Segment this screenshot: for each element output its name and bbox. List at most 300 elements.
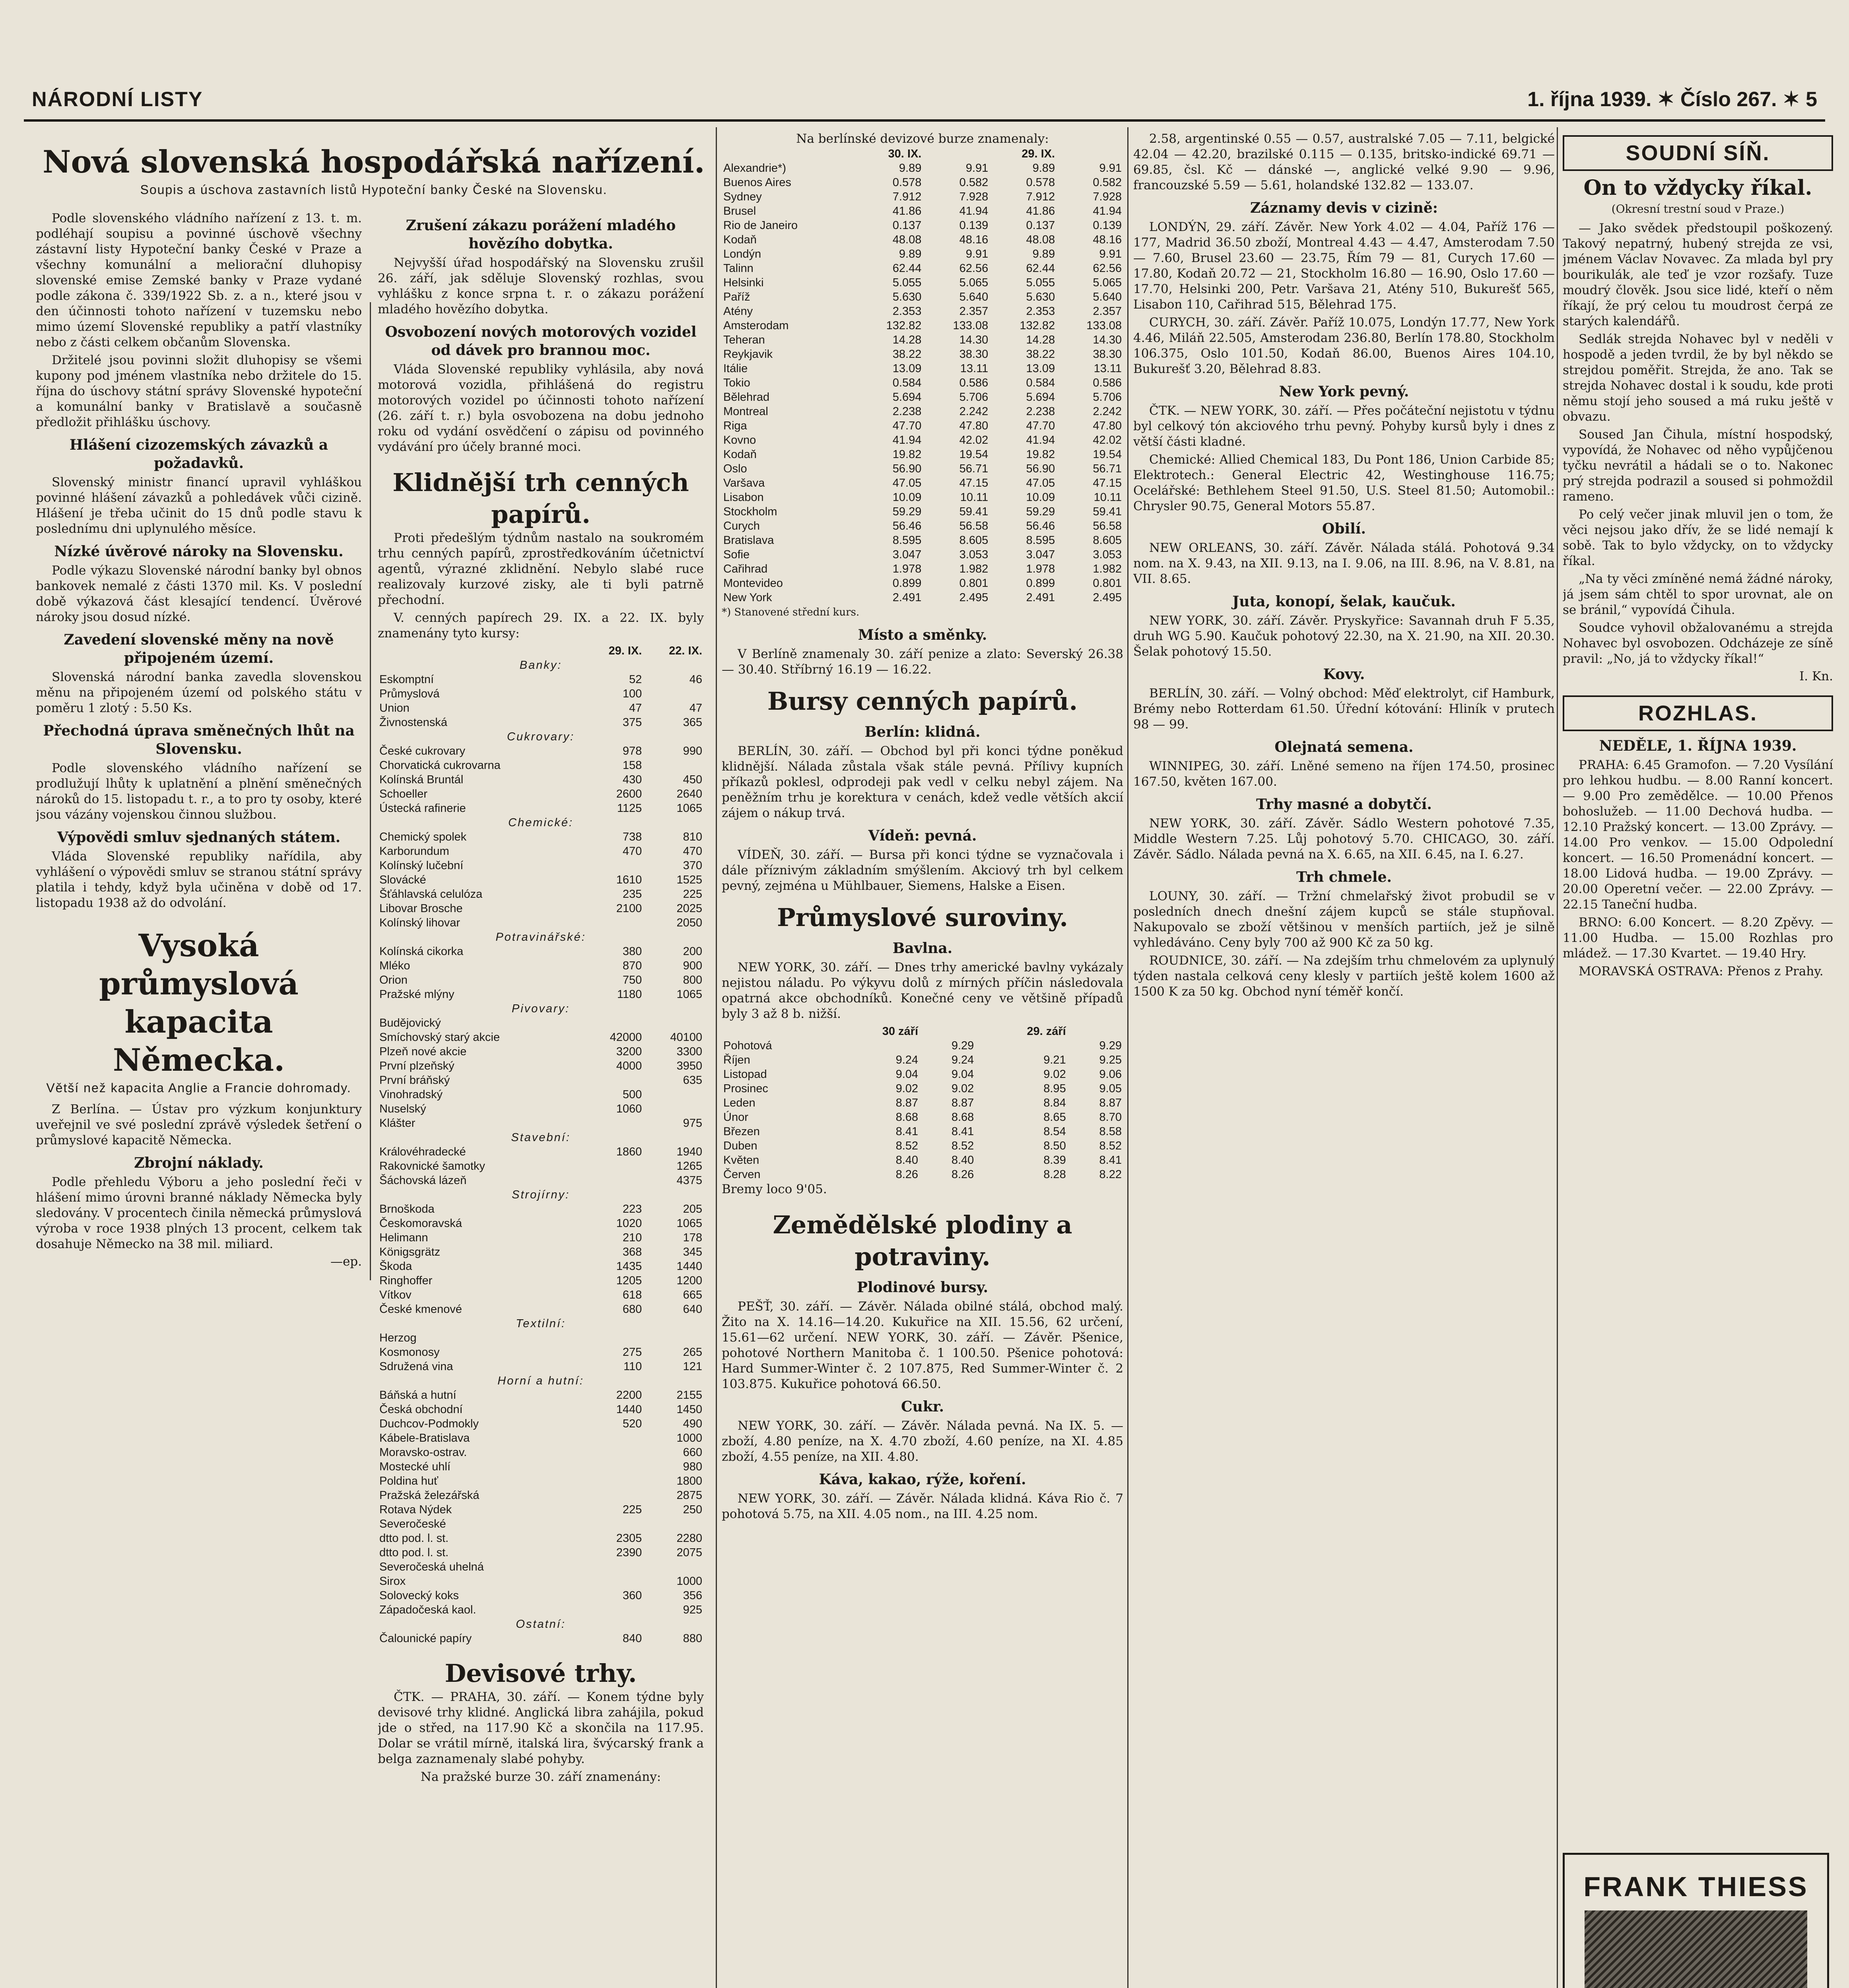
- cell-value: 225: [683, 888, 702, 901]
- cell-value: 9.89: [1032, 162, 1055, 175]
- cell-value: [643, 1016, 704, 1030]
- cell-value: 1525: [676, 874, 702, 886]
- cell-value: 5.706: [959, 391, 989, 404]
- cell-value: 59.29: [1026, 505, 1055, 518]
- row-label: Šťáhlavská celulóza: [379, 888, 483, 901]
- cell-value: 7.928: [959, 190, 989, 203]
- cell-value: 1060: [616, 1103, 642, 1115]
- group-label: Stavební:: [511, 1131, 571, 1144]
- cell-value: [643, 1087, 704, 1102]
- cell-value: 9.02: [1043, 1068, 1066, 1081]
- cell-value: [643, 1331, 704, 1345]
- subheading: New York pevný.: [1279, 383, 1409, 400]
- cell-value: 8.87: [895, 1097, 919, 1109]
- cell-value: 48.16: [1093, 233, 1122, 246]
- cell-value: 275: [622, 1346, 642, 1359]
- column-header: [722, 147, 857, 161]
- table-row: [378, 1545, 704, 1560]
- row-label: Prosinec: [723, 1082, 768, 1095]
- cell-value: 2.353: [1026, 305, 1055, 318]
- column-divider: [1557, 127, 1558, 1988]
- ad-illustration: [1585, 1910, 1807, 1988]
- cell-value: 2100: [616, 902, 642, 915]
- cell-value: 133.08: [953, 319, 989, 332]
- cell-value: 38.22: [1026, 348, 1055, 361]
- row-label: Paříž: [723, 291, 750, 303]
- paragraph: 2.58, argentinské 0.55 — 0.57, australské 7.05 — 7.11, belgické 42.04 — 42.20, brazilské 0.115 — 0.135, britsko-indické 69.71 — 69.85, čsl. Kč — dánské —, anglické velké 9.90 — 9.96, francouzské 5.59 — 5.61, holandské 132.82 — 133.07.: [1133, 132, 1555, 192]
- byline: —ep.: [330, 1254, 362, 1269]
- subheading: Zrušení zákazu porážení mladého hovězího dobytka.: [406, 217, 676, 252]
- row-label: Rio de Janeiro: [723, 219, 798, 232]
- row-label: Orion: [379, 974, 408, 986]
- subheading: Cukr.: [901, 1398, 944, 1415]
- cell-value: 800: [683, 974, 702, 986]
- headline: Nová slovenská hospodářská nařízení.: [43, 144, 705, 180]
- table-row: [722, 1110, 1123, 1124]
- subheading: Plodinové bursy.: [857, 1279, 989, 1296]
- cell-value: 2.357: [1093, 305, 1122, 318]
- table-row: [722, 404, 1123, 419]
- row-label: Helsinki: [723, 276, 764, 289]
- section-box: [1563, 695, 1833, 731]
- cell-value: 265: [683, 1346, 702, 1359]
- table-row: [378, 1388, 704, 1402]
- row-label: Herzog: [379, 1332, 417, 1344]
- cell-value: 46: [689, 673, 702, 686]
- subheading: Zavedení slovenské měny na nově připojeném území.: [64, 631, 334, 666]
- cell-value: [583, 1073, 644, 1087]
- cell-value: 1020: [616, 1217, 642, 1230]
- row-label: Bělehrad: [723, 391, 770, 404]
- cell-value: 9.24: [951, 1054, 974, 1066]
- cell-value: 1065: [676, 802, 702, 815]
- section-title: SOUDNÍ SÍŇ.: [1626, 141, 1770, 165]
- cell-value: [975, 1039, 1067, 1053]
- table-row: [722, 247, 1123, 261]
- cell-value: 1.978: [1026, 563, 1055, 575]
- cell-value: 13.09: [1026, 362, 1055, 375]
- table-row: [722, 361, 1123, 376]
- cell-value: 8.65: [1043, 1111, 1066, 1124]
- cell-value: 660: [683, 1446, 702, 1459]
- table-row: [378, 701, 704, 715]
- row-label: dtto pod. l. st.: [379, 1532, 449, 1545]
- cell-value: 1440: [616, 1403, 642, 1416]
- row-label: Moravsko-ostrav.: [379, 1446, 467, 1459]
- paragraph: Sedlák strejda Nohavec byl v neděli v hospodě a jeden tvrdil, že by byl někdo se strejdou poměřit. Strejda, že ano. Tak se strejda Nohavec dostal i k soudu, kde proti němu stojí jeho soused a má ruku ještě v obvazu.: [1563, 332, 1833, 424]
- row-label: Eskomptní: [379, 673, 434, 686]
- table-row: [378, 815, 704, 830]
- cell-value: 9.02: [951, 1082, 974, 1095]
- row-label: Karborundum: [379, 845, 449, 858]
- table-row: [378, 744, 704, 758]
- cell-value: 8.70: [1099, 1111, 1122, 1124]
- cell-value: 158: [622, 759, 642, 772]
- kicker: Soupis a úschova zastavních listů Hypoteční banky České na Slovensku.: [140, 182, 608, 197]
- cell-value: 10.09: [1026, 491, 1055, 504]
- cell-value: 2025: [676, 902, 702, 915]
- table-row: [722, 476, 1123, 490]
- headline: Zemědělské plodiny a potraviny.: [773, 1210, 1072, 1271]
- paragraph: LOUNY, 30. září. — Tržní chmelařský život probudil se v posledních dnech dnešní zájem kupců se stále stupňoval. Nakupovalo se zboží většinou v menších partiích, jež je silně vyhledáváno. Ceny byly 700 až 900 Kč za 50 kg.: [1133, 889, 1555, 950]
- table-row: [722, 533, 1123, 547]
- paragraph: — Jako svědek předstoupil poškozený. Takový nepatrný, hubený strejda ze vsi, jménem Václav Novavec. Za mlada byl pry bourikulák, ale teď je vzor rozšafy. Tuze moudrý člověk. Jsou sice lidé, kteří o něm říkají, že prý celou tu moudrost čerpá ze starých kalendářů.: [1563, 221, 1833, 328]
- cell-value: 9.91: [965, 162, 989, 175]
- cell-value: 1265: [676, 1160, 702, 1173]
- cell-value: 870: [622, 959, 642, 972]
- cell-value: [583, 1517, 644, 1531]
- paragraph: ČTK. — PRAHA, 30. září. — Konem týdne byly devisové trhy klidné. Anglická libra zahájila, pokud jde o střed, na 117.90 Kč a skončila na 117.95. Dolar se vrátil mírně, italská lira, švýcarský frank a belga zaznamenaly slabé pohyby.: [378, 1690, 704, 1766]
- cell-value: 8.40: [895, 1154, 919, 1167]
- cell-value: 40100: [670, 1031, 702, 1044]
- column-header: [1057, 147, 1123, 161]
- row-label: Kábele-Bratislava: [379, 1432, 470, 1444]
- row-label: Červen: [723, 1168, 761, 1181]
- cell-value: 132.82: [1020, 319, 1055, 332]
- table-row: [378, 658, 704, 672]
- group-label: Pivovary:: [511, 1002, 570, 1015]
- cell-value: [643, 758, 704, 773]
- subheading: Místo a směnky.: [858, 627, 987, 643]
- table-row: [722, 233, 1123, 247]
- cell-value: 368: [622, 1246, 642, 1258]
- column-2: [722, 131, 1123, 1988]
- cell-value: 1.982: [1093, 563, 1122, 575]
- cell-value: 0.137: [1026, 219, 1055, 232]
- cell-value: 1180: [617, 988, 642, 1001]
- table-row: [722, 562, 1123, 576]
- cell-value: 133.08: [1086, 319, 1122, 332]
- row-label: Kolínská cikorka: [379, 945, 464, 958]
- cell-value: 59.41: [959, 505, 989, 518]
- cell-value: 0.139: [959, 219, 989, 232]
- table-row: [378, 1331, 704, 1345]
- cell-value: 2390: [616, 1546, 642, 1559]
- cell-value: 635: [683, 1074, 702, 1087]
- cell-value: 56.58: [1093, 520, 1122, 532]
- row-label: Rakovnické šamotky: [379, 1160, 485, 1173]
- cell-value: 2.491: [892, 591, 922, 604]
- cell-value: 59.29: [892, 505, 922, 518]
- row-label: Sirox: [379, 1575, 406, 1588]
- cell-value: 8.50: [1043, 1140, 1066, 1152]
- cell-value: 8.40: [951, 1154, 974, 1167]
- cell-value: [583, 1173, 644, 1188]
- row-label: Montreal: [723, 405, 768, 418]
- table-row: [378, 930, 704, 944]
- table-row: [378, 1288, 704, 1302]
- cell-value: 8.605: [1093, 534, 1122, 547]
- cell-value: 1000: [676, 1575, 702, 1588]
- row-label: Kolínská Bruntál: [379, 773, 464, 786]
- cell-value: 1435: [616, 1260, 642, 1273]
- cell-value: 9.89: [899, 248, 922, 260]
- paragraph: Soused Jan Čihula, místní hospodský, vypovídá, že Nohavec od něho vypůjčenou tyčku nevrátil a hádali se o to. Nakonec prý strejda podrazil a soused si pohmoždil rameno.: [1563, 427, 1833, 504]
- byline: I. Kn.: [1799, 669, 1833, 683]
- cell-value: 47.15: [1093, 477, 1122, 489]
- cell-value: 1450: [676, 1403, 702, 1416]
- table-caption: Na berlínské devizové burze znamenaly:: [796, 132, 1049, 146]
- table-note: Bremy loco 9'05.: [722, 1182, 827, 1196]
- table-row: [722, 433, 1123, 447]
- cell-value: 3.047: [892, 548, 922, 561]
- berlin-devize-table: [722, 147, 1123, 605]
- row-label: Slovácké: [379, 874, 426, 886]
- paragraph: PEŠŤ, 30. září. — Závěr. Nálada obilné stálá, obchod malý. Žito na X. 14.16—14.20. Kukuřice na XII. 15.56, 62 určení, 15.61—62 určení. NEW YORK, 30. září. — Závěr. Pšenice, pohotové Northern Manitoba č. 1 100.50. Pšenice pohotová: Hard Summer-Winter č. 2 107.875, Red Summer-Winter č. 2 103.875. Kukuřice pohotová 66.50.: [722, 1299, 1123, 1391]
- cell-value: 8.26: [895, 1168, 919, 1181]
- table-row: [722, 1053, 1123, 1067]
- table-row: [378, 1402, 704, 1417]
- table-row: [378, 1245, 704, 1259]
- cell-value: 48.08: [1026, 233, 1055, 246]
- cell-value: 1000: [676, 1432, 702, 1444]
- cell-value: 5.065: [959, 276, 989, 289]
- cell-value: 41.86: [1026, 205, 1055, 217]
- table-row: [722, 333, 1123, 347]
- row-label: Curych: [723, 520, 760, 532]
- row-label: Sdružená vina: [379, 1360, 453, 1373]
- subtitle: (Okresní trestní soud v Praze.): [1611, 202, 1785, 215]
- row-label: Královéhradecké: [379, 1145, 466, 1158]
- cell-value: [583, 1445, 644, 1460]
- table-row: [722, 204, 1123, 218]
- paragraph: V Berlíně znamenaly 30. září penize a zlato: Severský 26.38 — 30.40. Stříbrný 16.19 — 16.22.: [722, 647, 1123, 677]
- row-label: Poldina huť: [379, 1475, 438, 1487]
- cell-value: 9.06: [1099, 1068, 1122, 1081]
- cell-value: 5.694: [1026, 391, 1055, 404]
- cell-value: 0.578: [892, 176, 922, 189]
- cell-value: 48.08: [892, 233, 922, 246]
- table-row: [378, 1259, 704, 1274]
- row-label: Plzeň nové akcie: [379, 1045, 467, 1058]
- cell-value: 5.706: [1093, 391, 1122, 404]
- table-row: [378, 916, 704, 930]
- cell-value: 356: [683, 1589, 702, 1602]
- table-row: [378, 1216, 704, 1231]
- row-label: Sydney: [723, 190, 762, 203]
- column-header: [920, 1024, 975, 1039]
- row-label: Škoda: [379, 1260, 412, 1273]
- cell-value: 520: [622, 1417, 642, 1430]
- section-box: [1563, 135, 1833, 171]
- row-label: Lisabon: [723, 491, 764, 504]
- cell-value: 7.912: [892, 190, 922, 203]
- column-header: 30 září: [882, 1025, 919, 1038]
- headline: Devisové trhy.: [445, 1659, 637, 1688]
- table-row: [378, 1460, 704, 1474]
- cell-value: 62.56: [1093, 262, 1122, 275]
- cell-value: 840: [622, 1632, 642, 1645]
- cell-value: 975: [683, 1117, 702, 1130]
- table-row: [378, 944, 704, 959]
- table-row: [378, 1274, 704, 1288]
- row-label: Montevideo: [723, 577, 783, 590]
- stock-prices-table: [378, 644, 704, 1646]
- cell-value: 9.91: [1099, 248, 1122, 260]
- column-header: [722, 1024, 835, 1039]
- cell-value: 365: [683, 716, 702, 729]
- cell-value: 978: [622, 745, 642, 757]
- cell-value: 41.86: [892, 205, 922, 217]
- paragraph: NEW YORK, 30. září. — Závěr. Nálada klidná. Káva Rio č. 7 pohotová 5.75, na XII. 4.05 nom., na III. 4.25 nom.: [722, 1491, 1123, 1521]
- column-header: 22. IX.: [669, 645, 702, 657]
- cell-value: 1.982: [959, 563, 989, 575]
- cell-value: 56.90: [1026, 462, 1055, 475]
- row-label: Londýn: [723, 248, 761, 260]
- cell-value: 56.58: [959, 520, 989, 532]
- cell-value: 132.82: [886, 319, 922, 332]
- table-row: [378, 1030, 704, 1044]
- table-row: [378, 1417, 704, 1431]
- cell-value: 370: [683, 859, 702, 872]
- cell-value: 200: [683, 945, 702, 958]
- row-label: Duchcov-Podmokly: [379, 1417, 479, 1430]
- cell-value: 223: [622, 1203, 642, 1215]
- cell-value: 2.242: [959, 405, 989, 418]
- cell-value: 8.41: [951, 1125, 974, 1138]
- row-label: První bráňský: [379, 1074, 450, 1087]
- cell-value: 3950: [676, 1060, 702, 1072]
- headline: Průmyslové suroviny.: [777, 903, 1068, 932]
- row-label: Itálie: [723, 362, 748, 375]
- row-label: Šáchovská lázeň: [379, 1174, 467, 1187]
- subheading: Káva, kakao, rýže, koření.: [819, 1471, 1026, 1488]
- cell-value: 56.46: [892, 520, 922, 532]
- subheading: Záznamy devis v cizině:: [1250, 200, 1438, 216]
- cell-value: 9.89: [1032, 248, 1055, 260]
- cell-value: 9.04: [895, 1068, 919, 1081]
- table-row: [722, 519, 1123, 533]
- subheading: Berlín: klidná.: [864, 724, 981, 740]
- cell-value: 10.11: [1093, 491, 1122, 504]
- subheading: Osvobození nových motorových vozidel od dávek pro brannou moc.: [385, 324, 697, 359]
- paragraph: Slovenský ministr financí upravil vyhláškou povinné hlášení závazků a pohledávek vůči cizině. Hlášení je třeba učinit do 15 dnů podle stavu k poslednímu dni uplynulého měsíce.: [36, 475, 362, 536]
- cell-value: 2875: [676, 1489, 702, 1502]
- cell-value: 19.54: [1093, 448, 1122, 461]
- row-label: Pražská železářská: [379, 1489, 480, 1502]
- cell-value: 665: [683, 1289, 702, 1301]
- table-row: [722, 547, 1123, 562]
- cell-value: [583, 1159, 644, 1173]
- paragraph: NEW ORLEANS, 30. září. Závěr. Nálada stálá. Pohotová 9.34 nom. na X. 9.43, na XII. 9.13, na I. 9.06, na III. 8.96, na V. 8.81, na VII. 8.65.: [1133, 541, 1555, 586]
- cell-value: [583, 1116, 644, 1130]
- cell-value: 42.02: [959, 434, 989, 447]
- table-row: [378, 687, 704, 701]
- paragraph: LONDÝN, 29. září. Závěr. New York 4.02 — 4.04, Paříž 176 — 177, Madrid 36.50 zboží, Montreal 4.43 — 4.47, Amsterodam 7.50 — 7.60, Brusel 23.60 — 23.75, Řím 79 — 81, Curych 17.60 — 17.80, Kodaň 20.72 — 21, Stockholm 16.80 — 16.90, Oslo 17.60 — 17.70, Helsinki 200, Petr. Varšava 21, Atény 510, Bukurešť 565, Lisabon 110, Cařihrad 515, Bělehrad 175.: [1133, 220, 1555, 312]
- cell-value: 9.29: [1099, 1039, 1122, 1052]
- table-row: [378, 1130, 704, 1145]
- table-row: [378, 1374, 704, 1388]
- cell-value: 2280: [676, 1532, 702, 1545]
- paragraph: NEW YORK, 30. září. Závěr. Pryskyřice: Savannah druh F 5.35, druh WG 5.90. Kaučuk pohotový 22.30, na X. 21.90, na XII. 20.30. Šelak pohotový 15.50.: [1133, 613, 1555, 659]
- cell-value: 2305: [616, 1532, 642, 1545]
- row-label: Průmyslová: [379, 687, 440, 700]
- row-label: Rotava Nýdek: [379, 1503, 452, 1516]
- cell-value: 0.582: [1093, 176, 1122, 189]
- cell-value: 14.30: [1093, 334, 1122, 346]
- table-row: [722, 390, 1123, 404]
- column-header: [923, 147, 990, 161]
- cell-value: 5.694: [892, 391, 922, 404]
- cell-value: 9.91: [1099, 162, 1122, 175]
- cell-value: 2.238: [1026, 405, 1055, 418]
- row-label: Živnostenská: [379, 716, 447, 729]
- table-note: *) Stanovené střední kurs.: [722, 606, 860, 618]
- row-label: Amsterodam: [723, 319, 789, 332]
- cell-value: 14.28: [892, 334, 922, 346]
- row-label: Buenos Aires: [723, 176, 791, 189]
- row-label: Březen: [723, 1125, 760, 1138]
- cell-value: 8.22: [1099, 1168, 1122, 1181]
- cell-value: 59.41: [1093, 505, 1122, 518]
- cell-value: [643, 1560, 704, 1574]
- cell-value: 41.94: [959, 205, 989, 217]
- row-label: Cařihrad: [723, 563, 768, 575]
- table-row: [378, 1345, 704, 1359]
- group-label: Textilní:: [516, 1317, 566, 1330]
- cell-value: 0.586: [959, 377, 989, 389]
- table-row: [378, 1359, 704, 1374]
- cell-value: 9.91: [965, 248, 989, 260]
- cell-value: 121: [683, 1360, 702, 1373]
- cell-value: 490: [683, 1417, 702, 1430]
- row-label: Helimann: [379, 1231, 428, 1244]
- row-label: Bratislava: [723, 534, 774, 547]
- table-row: [722, 175, 1123, 190]
- row-label: Union: [379, 702, 410, 714]
- cell-value: 2.238: [892, 405, 922, 418]
- cell-value: 42000: [610, 1031, 642, 1044]
- cell-value: 47.15: [959, 477, 989, 489]
- cell-value: 235: [622, 888, 642, 901]
- cell-value: [835, 1039, 920, 1053]
- header-rule: [24, 119, 1825, 122]
- column-1b: [378, 211, 704, 1988]
- cell-value: 0.582: [959, 176, 989, 189]
- table-row: [378, 1517, 704, 1531]
- subheading: Výpovědi smluv sjednaných státem.: [57, 829, 341, 846]
- cell-value: 470: [622, 845, 642, 858]
- table-row: [722, 218, 1123, 233]
- row-label: Reykjavik: [723, 348, 773, 361]
- paragraph: WINNIPEG, 30. září. Lněné semeno na říjen 174.50, prosinec 167.50, květen 167.00.: [1133, 759, 1555, 789]
- row-label: Česká obchodní: [379, 1403, 463, 1416]
- headline: Klidnější trh cenných papírů.: [392, 468, 689, 529]
- row-label: Brnoškoda: [379, 1203, 435, 1215]
- row-label: Leden: [723, 1097, 756, 1109]
- group-label: Horní a hutní:: [497, 1375, 584, 1387]
- table-row: [378, 1016, 704, 1030]
- row-label: Budějovický: [379, 1017, 441, 1029]
- cell-value: 640: [683, 1303, 702, 1316]
- paragraph: V. cenných papírech 29. IX. a 22. IX. byly znamenány tyto kursy:: [378, 611, 704, 641]
- column-header: 29. IX.: [1022, 148, 1055, 160]
- subheading: Zbrojní náklady.: [134, 1155, 264, 1171]
- cell-value: 48.16: [959, 233, 989, 246]
- subheading: Kovy.: [1323, 666, 1365, 683]
- row-label: New York: [723, 591, 772, 604]
- cell-value: 0.801: [1093, 577, 1122, 590]
- table-row: [378, 787, 704, 801]
- row-label: Pohotová: [723, 1039, 772, 1052]
- row-label: České kmenové: [379, 1303, 462, 1316]
- paragraph: Podle výkazu Slovenské národní banky byl obnos bankovek nemalé z části 1370 mil. Ks. V poslední době výkazová část klesající tendencí. Úvěrové nároky jsou dosud nízké.: [36, 563, 362, 624]
- cell-value: 47.05: [1026, 477, 1055, 489]
- cell-value: 9.04: [951, 1068, 974, 1081]
- table-row: [722, 1067, 1123, 1081]
- cell-value: 0.584: [1026, 377, 1055, 389]
- table-row: [378, 1445, 704, 1460]
